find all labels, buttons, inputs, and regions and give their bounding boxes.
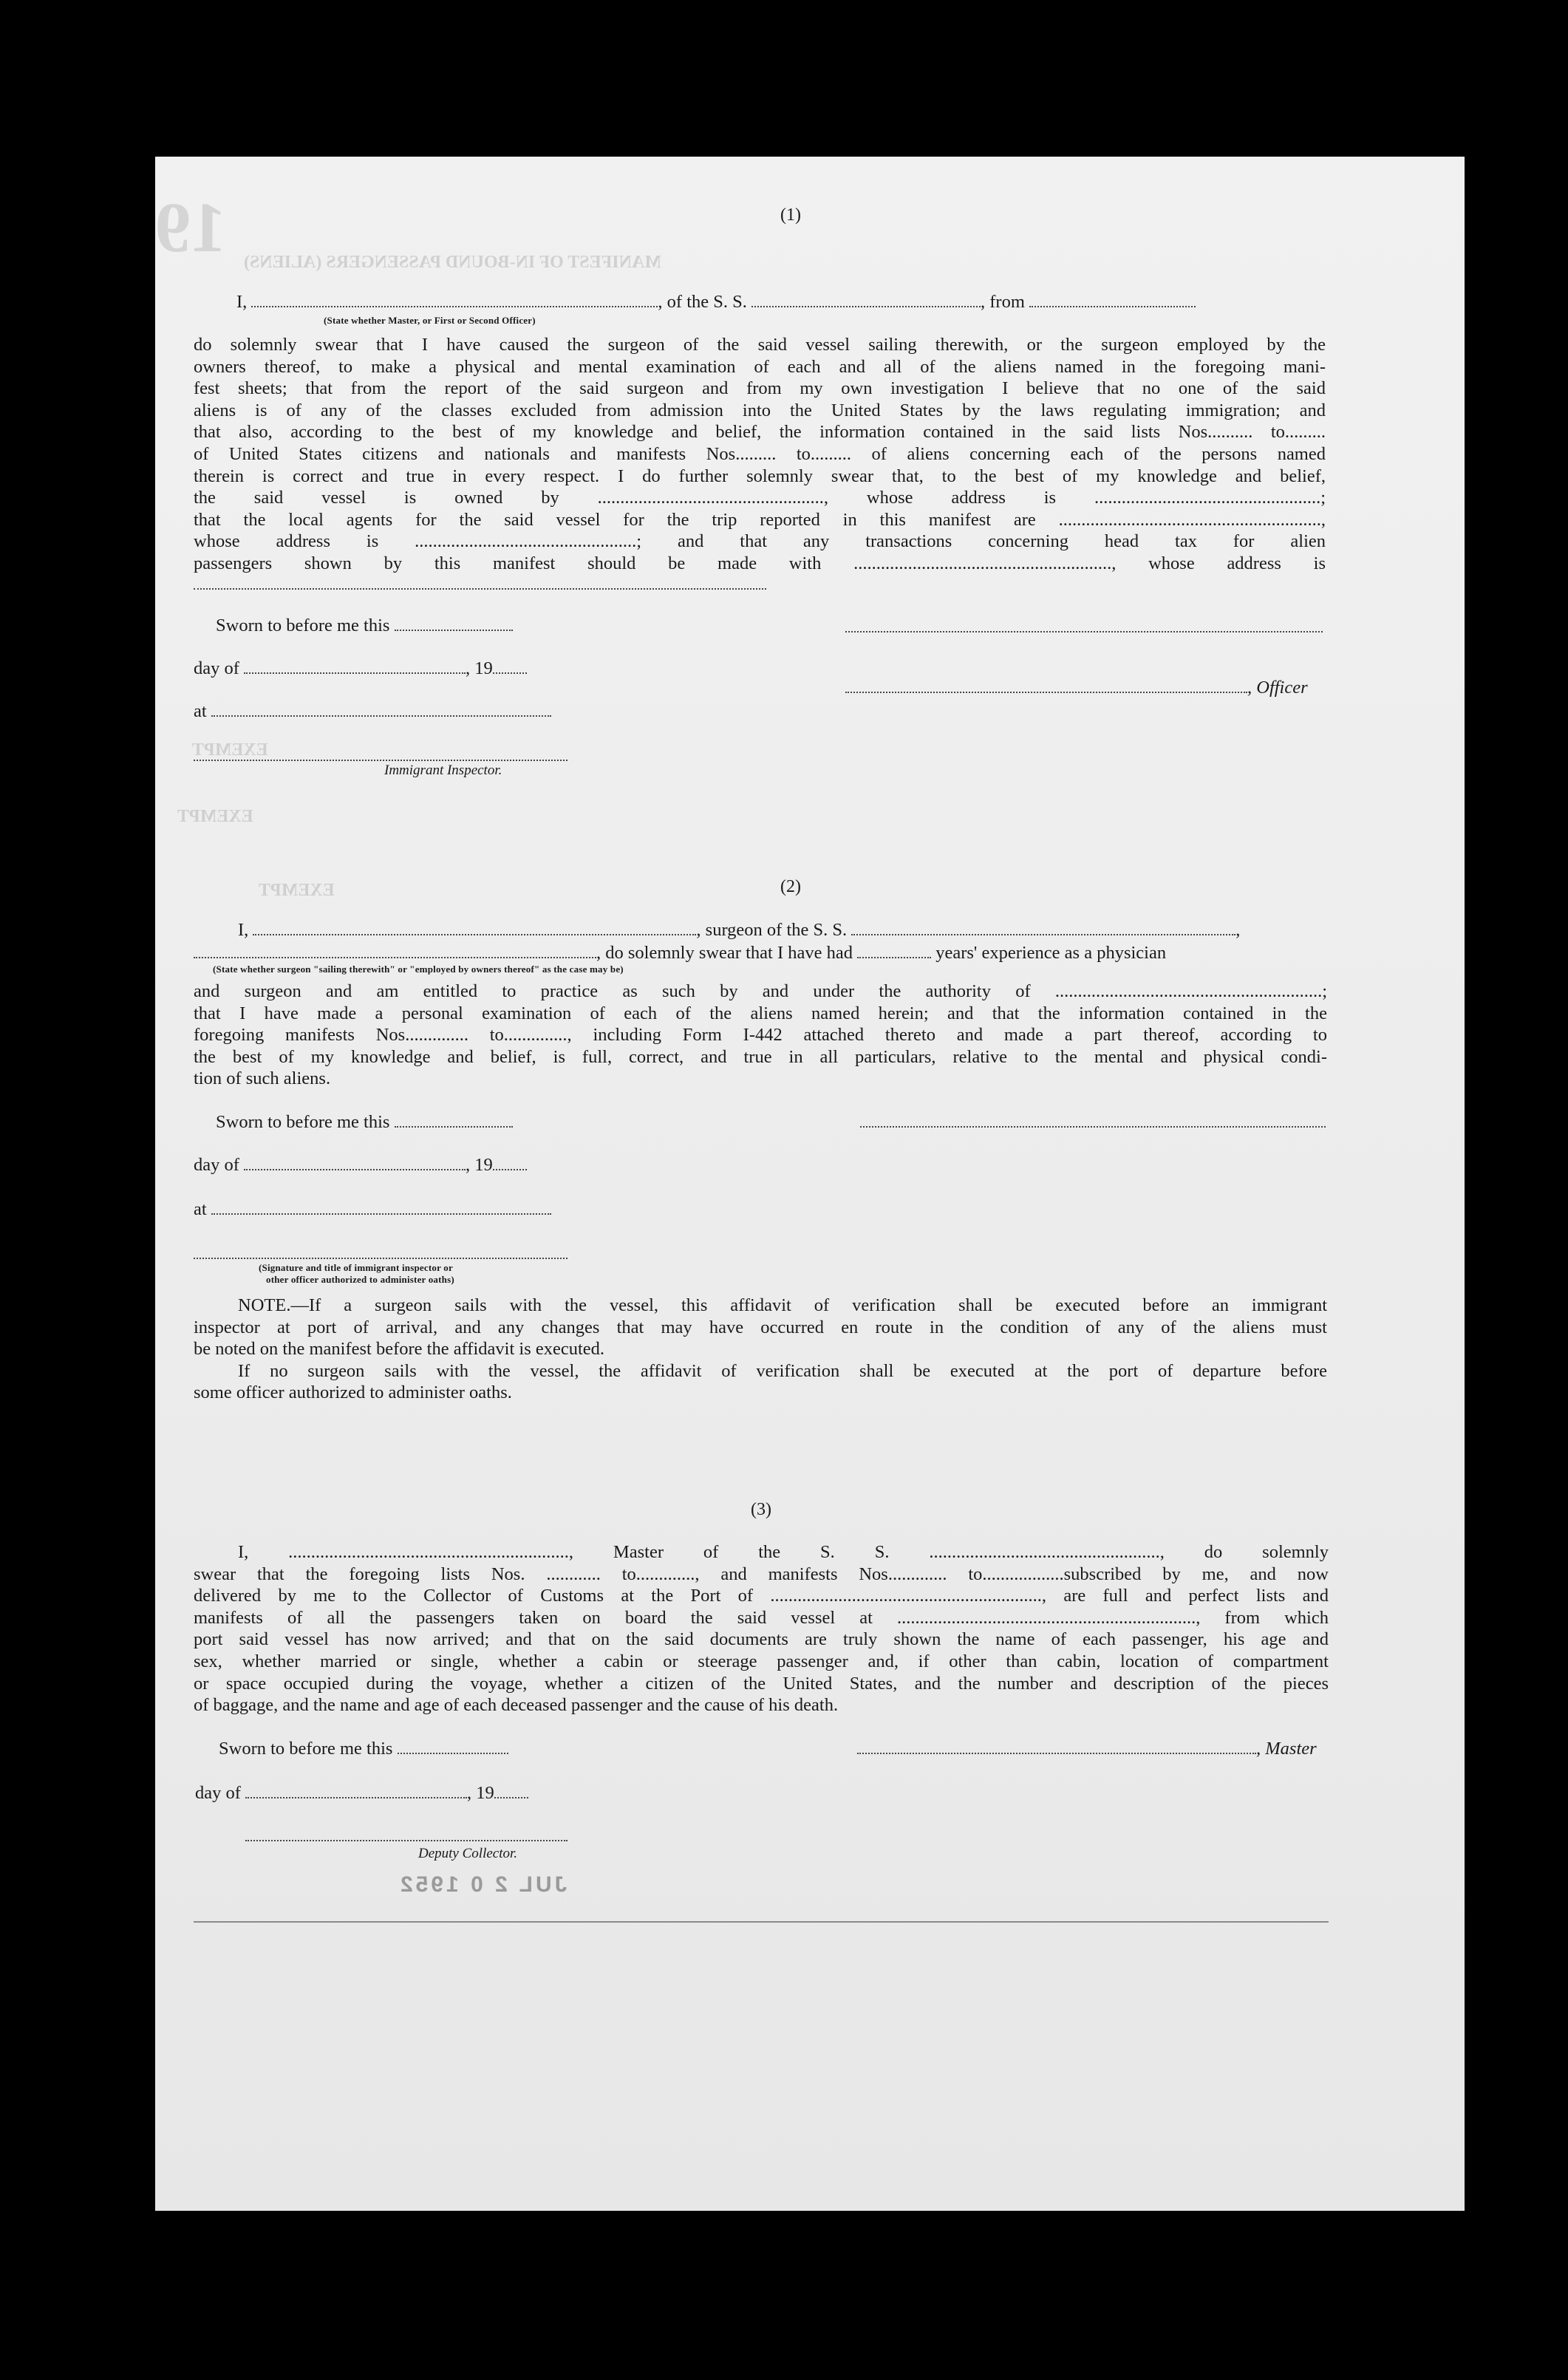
oath-2-line-2: , do solemnly swear that I have had years' experience as a physician (194, 942, 1166, 964)
oath-3-text: of baggage, and the name and age of each deceased passenger and the cause of his death. (194, 1695, 839, 1716)
immigrant-inspector-caption: Immigrant Inspector. (384, 763, 502, 778)
section-2-heading: (2) (780, 877, 801, 896)
ghost-exempt: EXEMPT (259, 881, 335, 900)
oath-3-text: port said vessel has now arrived; and that on the said documents are truly shown the name of each passenger, his age and (194, 1629, 1329, 1650)
officer-caption: (State whether Master, or First or Second Officer) (324, 315, 536, 326)
officer-signature-line-2 (194, 1258, 567, 1259)
oath-2-text: tion of such aliens. (194, 1068, 331, 1089)
note-text: be noted on the manifest before the affidavit is executed. (194, 1339, 605, 1360)
oath-3-text: manifests of all the passengers taken on board the said vessel at .................................................................., from which (194, 1607, 1329, 1628)
note-text: If no surgeon sails with the vessel, the affidavit of verification shall be executed at the port of departure before (238, 1360, 1327, 1381)
sworn-line-2: Sworn to before me this (216, 1111, 513, 1133)
address-line (194, 588, 766, 590)
surgeon-signature-line (860, 1126, 1326, 1128)
oath-3-text: or space occupied during the voyage, whether a citizen of the United States, and the number and description of the pieces (194, 1673, 1329, 1694)
section-1-heading: (1) (780, 205, 801, 225)
oath-1-text: aliens is of any of the classes excluded from admission into the United States by the laws regulating immigration; and (194, 400, 1326, 420)
day-line-1: day of , 19 (194, 658, 527, 680)
oath-2-text: the best of my knowledge and belief, is full, correct, and true in all particulars, relative to the mental and physical condi- (194, 1046, 1327, 1067)
day-line-2: day of , 19 (194, 1154, 527, 1176)
oath-2-text: foregoing manifests Nos.............. to.............., including Form I-442 attached thereto and made a part thereof, according to (194, 1025, 1327, 1046)
inspector-signature-line (194, 760, 567, 761)
oath-1-text: whose address is .................................................; and that any transactions concerning head tax for alien (194, 531, 1326, 552)
sworn-line-3: Sworn to before me this (219, 1738, 508, 1760)
bottom-rule (194, 1921, 1329, 1923)
day-line-3: day of , 19 (195, 1782, 528, 1804)
officer-signature-line-1 (845, 631, 1323, 632)
oath-1-text: passengers shown by this manifest should be made with ........................................................., whose address is (194, 553, 1326, 573)
manifest-number: 19 (155, 188, 226, 267)
section-3-heading: (3) (751, 1500, 771, 1519)
oath-1-text: of United States citizens and nationals and manifests Nos......... to......... of aliens concerning each of the persons named (194, 444, 1326, 464)
oath-2-line-1: I, , surgeon of the S. S. , (238, 920, 1241, 940)
manifest-page (155, 157, 1465, 2211)
oath-2-text: that I have made a personal examination of each of the aliens named herein; and that the information contained in the (194, 1003, 1327, 1023)
ghost-manifest-title: MANIFEST OF IN-BOUND PASSENGERS (ALIENS) (244, 253, 661, 272)
ghost-exempt: EXEMPT (177, 807, 253, 826)
oath-1-text: fest sheets; that from the report of the said surgeon and from my own investigation I believe that no one of the said (194, 378, 1326, 399)
oath-3-text: delivered by me to the Collector of Customs at the Port of ............................................................, are full and perfect lists and (194, 1586, 1329, 1606)
at-line-2: at (194, 1198, 551, 1221)
oath-3-text: sex, whether married or single, whether a cabin or steerage passenger and, if other than cabin, location of compartment (194, 1651, 1329, 1671)
oath-2-text: and surgeon and am entitled to practice as such by and under the authority of ...........................................................; (194, 981, 1327, 1001)
note-text: inspector at port of arrival, and any changes that may have occurred en route in the condition of any of the aliens must (194, 1317, 1327, 1337)
oath-1-line-1: I, , of the S. S. , from (236, 291, 1196, 313)
oath-3-text: swear that the foregoing lists Nos. ............ to............., and manifests Nos............. to..................subscribed by me, and now (194, 1564, 1329, 1584)
signature-caption-1: (Signature and title of immigrant inspector or (259, 1262, 453, 1273)
oath-1-text: that the local agents for the said vessel for the trip reported in this manifest are .........................................................., (194, 509, 1326, 530)
deputy-collector-signature-line (245, 1840, 567, 1841)
oath-1-text: owners thereof, to make a physical and mental examination of each and all of the aliens named in the foregoing mani- (194, 356, 1326, 377)
officer-line: , Officer (845, 677, 1308, 699)
note-text: NOTE.—If a surgeon sails with the vessel, this affidavit of verification shall be executed before an immigrant (238, 1295, 1327, 1315)
surgeon-caption: (State whether surgeon "sailing therewith" or "employed by owners thereof" as the case may be) (213, 964, 624, 975)
date-stamp: JUL 2 0 1952 (398, 1872, 567, 1897)
at-line-1: at (194, 700, 551, 723)
master-line: , Master (857, 1738, 1317, 1760)
signature-caption-2: other officer authorized to administer oaths) (266, 1274, 454, 1285)
sworn-line-1: Sworn to before me this (216, 615, 513, 637)
oath-1-text: do solemnly swear that I have caused the surgeon of the said vessel sailing therewith, or the surgeon employed by the (194, 335, 1326, 355)
oath-1-text: therein is correct and true in every respect. I do further solemnly swear that, to the best of my knowledge and belief, (194, 466, 1326, 486)
oath-1-text: that also, according to the best of my knowledge and belief, the information contained in the said lists Nos.......... to......... (194, 422, 1326, 443)
note-text: some officer authorized to administer oaths. (194, 1382, 512, 1403)
oath-3-text: I, .............................................................., Master of the S. S. ..................................................., do solemnly (238, 1542, 1329, 1562)
deputy-collector-caption: Deputy Collector. (418, 1846, 518, 1861)
oath-1-text: the said vessel is owned by .................................................., whose address is ..................................................; (194, 488, 1326, 508)
ghost-exempt: EXEMPT (192, 740, 268, 760)
